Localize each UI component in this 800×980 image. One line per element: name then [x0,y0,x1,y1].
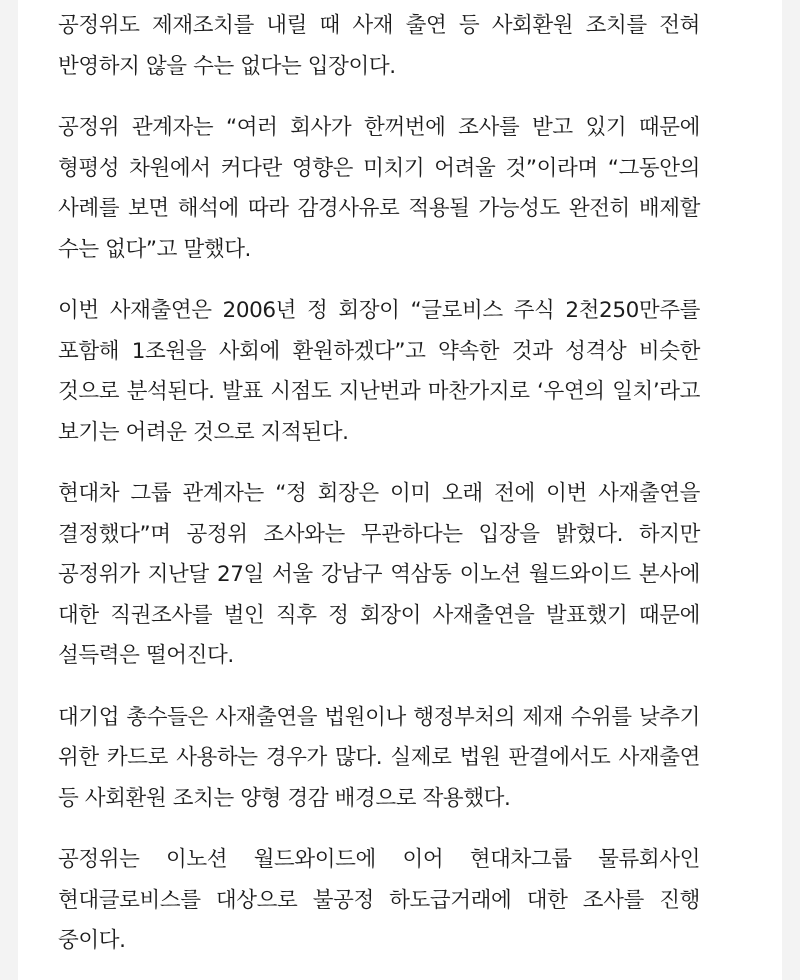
paragraph-2: 공정위 관계자는 “여러 회사가 한꺼번에 조사를 받고 있기 때문에 형평성 차원에서 커다란 영향은 미치기 어려울 것”이라며 “그동안의 사례를 보면 해석에 따라 감경사유로 적용될 가능성도 완전히 배제할 수는 없다”고 말했다. [58,115,700,262]
article-body [58,6,700,980]
paragraph-5: 대기업 총수들은 사재출연을 법원이나 행정부처의 제재 수위를 낮추기 위한 카드로 사용하는 경우가 많다. 실제로 법원 판결에서도 사재출연 등 사회환원 조치는 양형 경감 배경으로 작용했다. [58,704,700,811]
left-margin [0,0,18,980]
paragraph-1: 공정위도 제재조치를 내릴 때 사재 출연 등 사회환원 조치를 전혀 반영하지 않을 수는 없다는 입장이다. [58,13,700,79]
right-margin [782,0,800,980]
paragraph-4: 현대차 그룹 관계자는 “정 회장은 이미 오래 전에 이번 사재출연을 결정했다”며 공정위 조사와는 무관하다는 입장을 밝혔다. 하지만 공정위가 지난달 27일 서울 강남구 역삼동 이노션 월드와이드 본사에 대한 직권조사를 벌인 직후 정 회장이 사재출연을 발표했기 때문에 설득력은 떨어진다. [58,481,700,668]
paragraph-3: 이번 사재출연은 2006년 정 회장이 “글로비스 주식 2천250만주를 포함해 1조원을 사회에 환원하겠다”고 약속한 것과 성격상 비슷한 것으로 분석된다. 발표 시점도 지난번과 마찬가지로 ‘우연의 일치’라고 보기는 어려운 것으로 지적된다. [58,298,700,445]
paragraph-6: 공정위는 이노션 월드와이드에 이어 현대차그룹 물류회사인 현대글로비스를 대상으로 불공정 하도급거래에 대한 조사를 진행 중이다. [58,847,700,953]
